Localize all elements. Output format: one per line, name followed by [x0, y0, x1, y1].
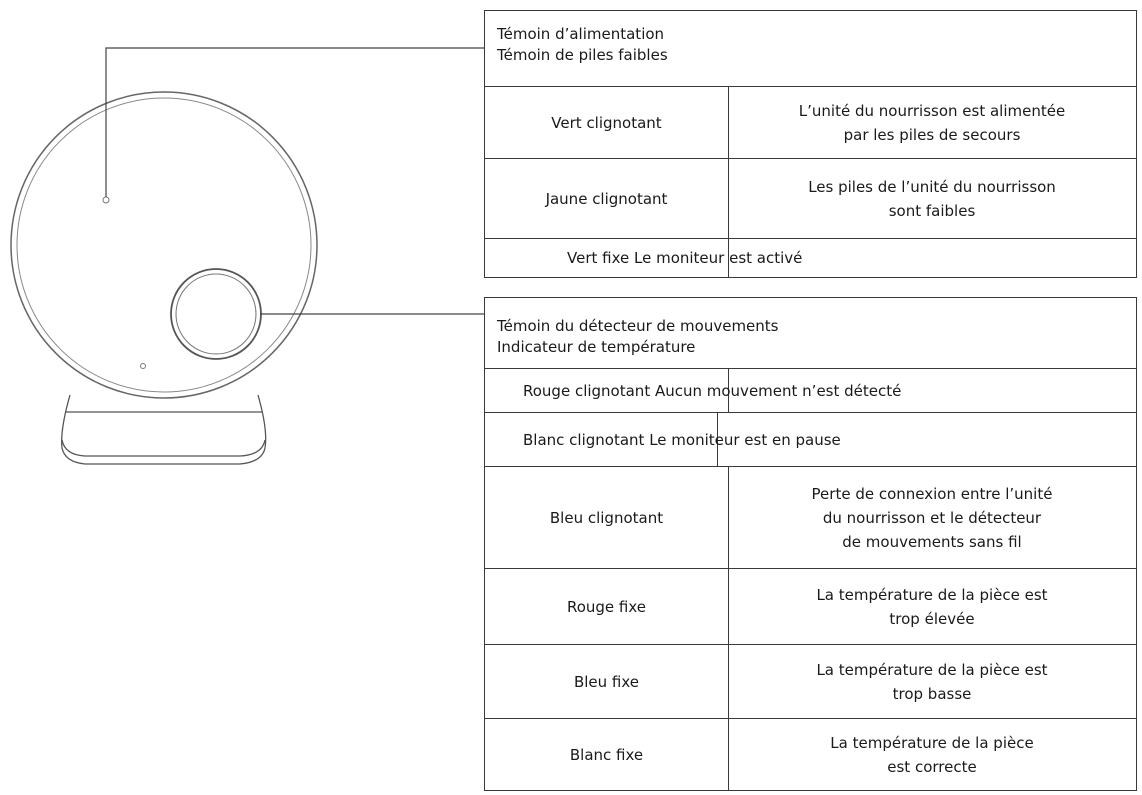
motion-table-title-line2: Indicateur de température — [497, 338, 696, 356]
table-row — [485, 568, 1136, 644]
table-row — [485, 158, 1136, 238]
power-table-header — [485, 11, 1136, 86]
table-row — [485, 238, 1136, 277]
table-row — [485, 368, 1136, 412]
table-row — [485, 718, 1136, 790]
description-cell: Perte de connexion entre l’unité du nourrisson et le détecteur de mouvements sans fil — [811, 484, 1053, 551]
description-cell: La température de la pièce est correcte — [830, 733, 1034, 776]
power-table-title-line1: Témoin d’alimentation — [497, 25, 665, 43]
motion-table-title-line1: Témoin du détecteur de mouvements — [497, 317, 779, 335]
motion-table-header — [485, 298, 1136, 368]
table-row — [485, 466, 1136, 568]
monitor-stand — [62, 395, 266, 464]
description-cell: Les piles de l’unité du nourrisson sont faibles — [808, 177, 1056, 220]
single-line-cell: Blanc clignotant Le moniteur est en pause — [523, 430, 841, 449]
status-cell: Bleu clignotant — [549, 508, 664, 527]
description-cell: L’unité du nourrisson est alimentée par les piles de secours — [798, 101, 1066, 144]
single-line-cell: Vert fixe Le moniteur est activé — [567, 249, 803, 267]
description-cell: La température de la pièce est trop basse — [816, 660, 1048, 703]
status-cell: Rouge fixe — [566, 597, 647, 616]
status-cell: Jaune clignotant — [545, 189, 668, 208]
status-cell: Blanc fixe — [569, 745, 644, 764]
monitor-outer-ring — [11, 92, 317, 398]
table-row — [485, 644, 1136, 718]
status-cell: Vert clignotant — [551, 113, 662, 132]
status-cell: Bleu fixe — [573, 672, 640, 691]
table-row — [485, 412, 1136, 466]
power-table-title-line2: Témoin de piles faibles — [497, 46, 668, 64]
motion-indicator-table — [484, 297, 1137, 791]
power-indicator-table — [484, 10, 1137, 278]
table-row — [485, 86, 1136, 158]
single-line-cell: Rouge clignotant Aucun mouvement n’est détecté — [523, 381, 902, 400]
description-cell: La température de la pièce est trop élevée — [816, 585, 1048, 628]
